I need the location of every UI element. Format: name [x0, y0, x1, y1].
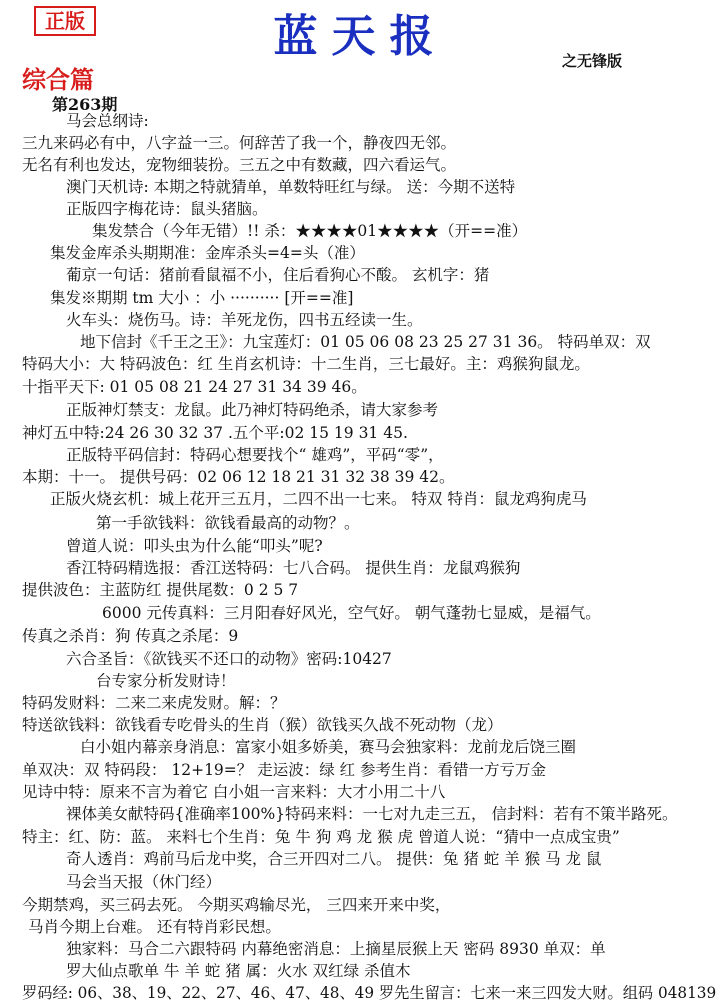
text-line: 地下信封《千王之王》：九宝莲灯：01 05 06 08 23 25 27 31 36。 特码单双：双 — [80, 333, 651, 351]
text-line: 裸体美女献特码{准确率100%}特码来料：一七对九走三五， 信封料：若有不策半路死。 — [66, 805, 678, 823]
version-badge: 正版 — [34, 6, 96, 36]
text-line: 葡京一句话：猪前看鼠福不小，住后看狗心不酸。 玄机字：猪 — [66, 266, 490, 284]
text-line: 马会总纲诗: — [66, 112, 149, 130]
text-line: 白小姐内幕亲身消息：富家小姐多娇美，赛马会独家料：龙前龙后饶三圈 — [80, 738, 577, 756]
text-line: 传真之杀肖：狗 传真之杀尾：9 — [22, 627, 239, 645]
text-line: 三九来码必有中，八字益一三。何辞苦了我一个，静夜四无邻。 — [22, 134, 457, 152]
text-line: 香江特码精选报：香江送特码：七八合码。 提供生肖：龙鼠鸡猴狗 — [66, 559, 521, 577]
text-line: 罗码经: 06、38、19、22、27、46、47、48、49 罗先生留言：七来一来三四发大财。组码 048139 — [22, 984, 717, 1002]
text-line: 台专家分析发财诗！ — [96, 672, 236, 690]
text-line: 第一手欲钱料：欲钱看最高的动物？。 — [96, 514, 360, 532]
text-line: 集发金库杀头期期准：金库杀头=4=头（准） — [50, 244, 365, 262]
text-line: 曾道人说：叩头虫为什么能“叩头”呢? — [66, 537, 323, 555]
text-line: 特码发财料：二来二来虎发财。解：？ — [22, 694, 286, 712]
text-line: 提供波色：主蓝防红 提供尾数：0 2 5 7 — [22, 581, 299, 599]
edition-label: 之无锋版 — [562, 52, 623, 70]
text-line: 特码大小：大 特码波色：红 生肖玄机诗：十二生肖，三七最好。主：鸡猴狗鼠龙。 — [22, 355, 590, 373]
text-line: 特主：红、防：蓝。 来料七个生肖：兔 牛 狗 鸡 龙 猴 虎 曾道人说：“猜中一点成宝贵” — [22, 828, 620, 846]
text-line: 本期：十一。 提供号码：02 06 12 18 21 31 32 38 39 42。 — [22, 468, 455, 486]
text-line: 马肖今期上台难。 还有特肖彩民想。 — [28, 918, 281, 936]
text-line: 十指平天下: 01 05 08 21 24 27 31 34 39 46。 — [22, 378, 367, 396]
newspaper-title: 蓝天报 — [273, 11, 448, 62]
text-line: 澳门天机诗: 本期之特就猜单，单数特旺红与绿。 送：今期不送特 — [66, 178, 516, 196]
text-line: 神灯五中特:24 26 30 32 37 .五个平:02 15 19 31 45. — [22, 424, 408, 442]
text-line: 马会当天报（休门经） — [66, 873, 222, 891]
text-line: 正版特平码信封：特码心想要找个“ 雄鸡”，平码“零”， — [66, 446, 444, 464]
text-line: 集发禁合（今年无错）!! 杀：★★★★01★★★★（开==准） — [92, 222, 528, 240]
text-line: 正版火烧玄机：城上花开三五月，二四不出一七来。 特双 特肖：鼠龙鸡狗虎马 — [50, 490, 587, 508]
text-line: 火车头：烧伤马。诗：羊死龙伤，四书五经读一生。 — [66, 311, 423, 329]
text-line: 独家料：马合二六跟特码 内幕绝密消息：上摘星辰猴上天 密码 8930 单双：单 — [66, 940, 606, 958]
text-line: 单双决：双 特码段： 12+19=？ 走运波：绿 红 参考生肖：看错一方亏万金 — [22, 761, 547, 779]
text-line: 正版神灯禁支：龙鼠。此乃神灯特码绝杀，请大家参考 — [66, 401, 439, 419]
section-title: 综合篇 — [22, 65, 94, 94]
text-line: 见诗中特：原来不言为着它 白小姐一言来料：大才小用二十八 — [22, 783, 446, 801]
issue-number: 第263期 — [52, 95, 118, 114]
text-line: 无名有利也发达，宠物细装扮。三五之中有数藏，四六看运气。 — [22, 156, 457, 174]
text-line: 今期禁鸡，买三码去死。 今期买鸡输尽光， 三四来开来中奖， — [22, 896, 451, 914]
text-line: 罗大仙点歌单 牛 羊 蛇 猪 属：火水 双红绿 杀值木 — [66, 962, 411, 980]
text-line: 正版四字梅花诗：鼠头猪脑。 — [66, 200, 268, 218]
text-line: 六合圣旨：《欲钱买不还口的动物》密码:10427 — [66, 650, 392, 668]
text-line: 特送欲钱料：欲钱看专吃骨头的生肖（猴）欲钱买久战不死动物（龙） — [22, 716, 503, 734]
text-line: 6000 元传真料：三月阳春好风光，空气好。 朝气蓬勃七显威，是福气。 — [102, 604, 601, 622]
text-line: 奇人透肖：鸡前马后龙中奖，合三开四对二八。 提供：兔 猪 蛇 羊 猴 马 龙 鼠 — [66, 850, 602, 868]
text-line: 集发※期期 tm 大小 ：小 ·········· [开==准] — [50, 289, 354, 307]
